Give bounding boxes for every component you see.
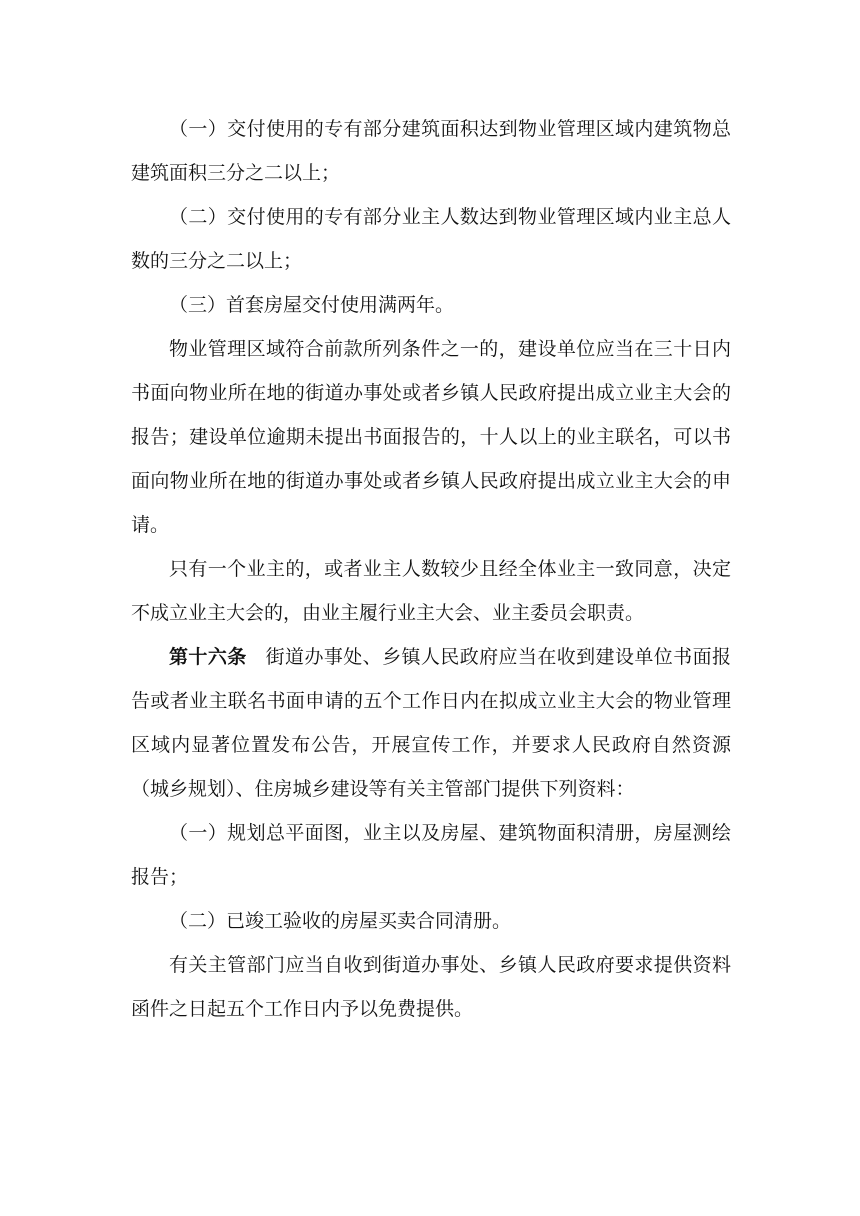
paragraph-free-provision [131,943,731,1031]
paragraph-text: 有关主管部门应当自收到街道办事处、乡镇人民政府要求提供资料函件之日起五个工作日内予以免费提供。 [131,954,731,1020]
paragraph-single-owner [131,547,731,635]
paragraph-item-2 [131,195,731,283]
paragraph-text: （二）交付使用的专有部分业主人数达到物业管理区域内业主总人数的三分之二以上； [131,206,731,272]
article-number: 第十六条 [169,646,247,668]
paragraph-text: （一）交付使用的专有部分建筑面积达到物业管理区域内建筑物总建筑面积三分之二以上； [131,118,731,184]
paragraph-text: （三）首套房屋交付使用满两年。 [169,294,455,316]
paragraph-text: （二）已竣工验收的房屋买卖合同清册。 [169,910,512,932]
document-body [131,107,731,1031]
paragraph-text: 街道办事处、乡镇人民政府应当在收到建设单位书面报告或者业主联名书面申请的五个工作日内在拟成立业主大会的物业管理区域内显著位置发布公告，开展宣传工作，并要求人民政府自然资源（城乡规划）、住房城乡建设等有关主管部门提供下列资料： [131,646,731,800]
paragraph-materials-1 [131,811,731,899]
paragraph-text: 只有一个业主的，或者业主人数较少且经全体业主一致同意，决定不成立业主大会的，由业主履行业主大会、业主委员会职责。 [131,558,731,624]
article-16 [131,635,731,811]
paragraph-item-3 [131,283,731,327]
paragraph-materials-2 [131,899,731,943]
paragraph-conditions-report [131,327,731,547]
paragraph-item-1 [131,107,731,195]
paragraph-text: （一）规划总平面图，业主以及房屋、建筑物面积清册，房屋测绘报告； [131,822,731,888]
paragraph-text: 物业管理区域符合前款所列条件之一的，建设单位应当在三十日内书面向物业所在地的街道办事处或者乡镇人民政府提出成立业主大会的报告；建设单位逾期未提出书面报告的，十人以上的业主联名，可以书面向物业所在地的街道办事处或者乡镇人民政府提出成立业主大会的申请。 [131,338,731,536]
